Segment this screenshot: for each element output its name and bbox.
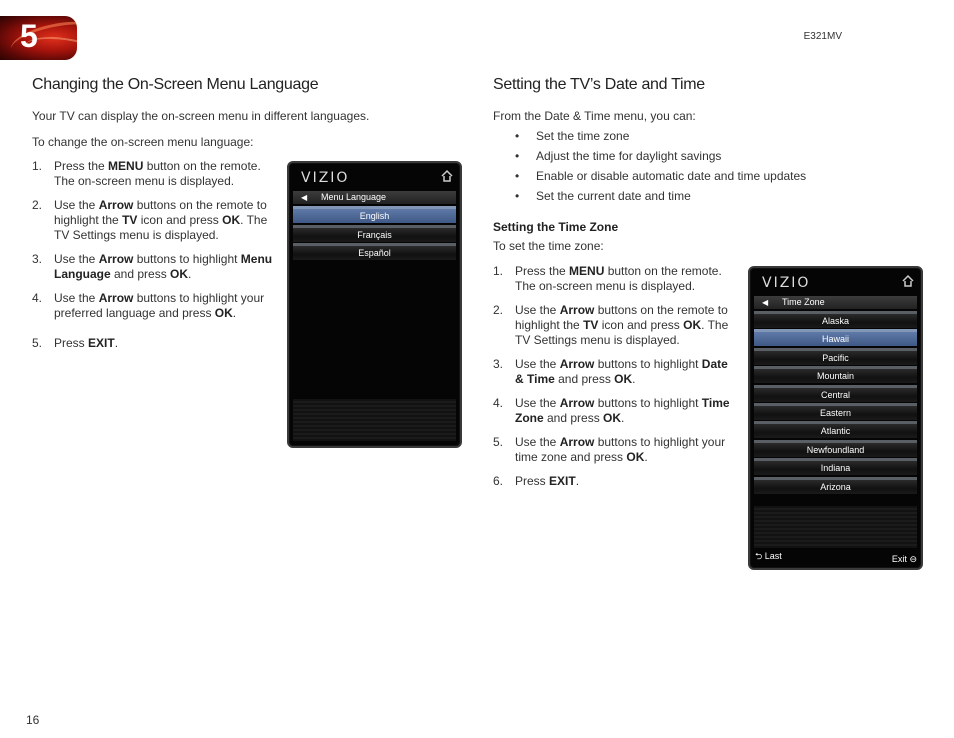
step-number: 4. [493, 396, 504, 410]
return-icon: ⮌ [755, 551, 763, 561]
chapter-number: 5 [20, 18, 38, 54]
step-number: 1. [493, 264, 504, 278]
step-text: icon and press [598, 318, 684, 332]
model-number: E321MV [803, 31, 842, 42]
right-heading: Setting the TV’s Date and Time [493, 76, 705, 93]
step-number: 1. [32, 159, 43, 173]
step-item [493, 474, 730, 489]
menu-option[interactable]: Español [293, 243, 456, 260]
step-text: Use the [515, 396, 560, 410]
step-text: Press [515, 474, 550, 488]
step-item [493, 435, 730, 465]
step-item [493, 303, 730, 348]
step-text: icon and press [137, 213, 223, 227]
step-number: 2. [493, 303, 504, 317]
footer-exit [892, 554, 917, 565]
step-item [32, 159, 274, 189]
menu-option[interactable]: Newfoundland [754, 440, 917, 457]
bullet-item [515, 129, 836, 144]
step-text: buttons to highlight [594, 396, 702, 410]
step-keyword: Arrow [559, 357, 595, 371]
bullet-dot-icon: • [515, 189, 520, 203]
step-text: . [188, 267, 192, 281]
bullet-dot-icon: • [515, 169, 520, 183]
vizio-logo: VIZIO [301, 170, 350, 186]
bullet-text: Set the time zone [536, 129, 630, 143]
exit-icon: ⊖ [909, 554, 917, 564]
step-text: . The TV Settings menu is displayed. [515, 318, 729, 347]
step-text: . [644, 450, 648, 464]
left-steps-list [32, 159, 274, 351]
bullet-text: Set the current date and time [536, 189, 691, 203]
step-text: Use the [54, 291, 99, 305]
step-item [493, 264, 730, 294]
step-keyword: Arrow [98, 252, 134, 266]
step-item [493, 357, 730, 387]
step-text: buttons on the remote to highlight the [515, 303, 728, 332]
menu-option[interactable]: Central [754, 385, 917, 402]
step-text: Use the [54, 252, 99, 266]
step-number: 5. [493, 435, 504, 449]
step-text: Use the [515, 357, 560, 371]
step-number: 3. [32, 252, 43, 266]
step-keyword: OK [222, 213, 241, 227]
step-keyword: Arrow [559, 435, 595, 449]
step-text: buttons to highlight your time zone and press [515, 435, 726, 464]
step-text: buttons on the remote to highlight the [54, 198, 267, 227]
page-number: 16 [26, 713, 40, 727]
step-text: buttons to highlight [133, 252, 241, 266]
menu-option[interactable]: Alaska [754, 311, 917, 328]
step-keyword: Arrow [98, 198, 134, 212]
step-text: Use the [515, 303, 560, 317]
menu-option[interactable]: Hawaii [754, 329, 917, 346]
menu-option[interactable]: Arizona [754, 477, 917, 494]
step-number: 2. [32, 198, 43, 212]
step-item [32, 291, 274, 321]
footer-last [755, 549, 782, 565]
bullet-item [515, 149, 836, 164]
menu-title-bar [293, 191, 456, 204]
bullet-text: Adjust the time for daylight savings [536, 149, 722, 163]
step-text: Press [54, 336, 89, 350]
menu-bottom-stripes [754, 506, 917, 548]
step-text: and press [543, 411, 604, 425]
step-item [32, 198, 274, 243]
right-subheading: Setting the Time Zone [493, 220, 619, 234]
step-item [32, 336, 274, 351]
step-keyword: Date & Time [515, 357, 728, 386]
left-heading: Changing the On-Screen Menu Language [32, 76, 319, 93]
home-icon [901, 274, 915, 288]
menu-option[interactable]: Pacific [754, 348, 917, 365]
step-keyword: Time Zone [515, 396, 730, 425]
step-number: 6. [493, 474, 504, 488]
step-text: Use the [515, 435, 560, 449]
step-keyword: EXIT [88, 336, 115, 350]
step-text: Use the [54, 198, 99, 212]
step-keyword: OK [626, 450, 645, 464]
step-keyword: Arrow [559, 303, 595, 317]
step-text: . [232, 306, 237, 320]
menu-option[interactable]: Indiana [754, 458, 917, 475]
menu-bottom-stripes [293, 399, 456, 441]
bullet-text: Enable or disable automatic date and time updates [536, 169, 807, 183]
step-item [32, 252, 274, 282]
bullet-dot-icon: • [515, 149, 520, 163]
menu-option[interactable]: Atlantic [754, 421, 917, 438]
time-zone-screen [748, 266, 923, 570]
step-number: 5. [32, 336, 43, 350]
menu-title: Time Zone [782, 297, 825, 307]
right-lead: To set the time zone: [493, 239, 604, 253]
step-text: and press [110, 267, 171, 281]
step-text: button on the remote. The on-screen menu is displayed. [54, 159, 261, 188]
left-intro: Your TV can display the on-screen menu in different languages. [32, 109, 370, 123]
step-text: . [632, 372, 636, 386]
right-steps-list [493, 264, 730, 489]
back-arrow-icon: ◀ [762, 298, 769, 307]
step-keyword: EXIT [549, 474, 576, 488]
step-text: . The TV Settings menu is displayed. [54, 213, 268, 242]
menu-option[interactable]: Mountain [754, 366, 917, 383]
step-number: 4. [32, 291, 43, 305]
step-item [493, 396, 730, 426]
menu-language-screen [287, 161, 462, 448]
step-keyword: TV [122, 213, 138, 227]
menu-option[interactable]: Eastern [754, 403, 917, 420]
menu-title-bar [754, 296, 917, 309]
chapter-badge [0, 16, 77, 60]
step-text: Press the [54, 159, 109, 173]
vizio-logo: VIZIO [762, 275, 811, 291]
back-arrow-icon: ◀ [301, 193, 308, 202]
step-number: 3. [493, 357, 504, 371]
step-keyword: MENU [569, 264, 605, 278]
bullet-item [515, 189, 836, 204]
step-keyword: TV [583, 318, 599, 332]
step-keyword: OK [603, 411, 622, 425]
step-text: . [114, 336, 119, 350]
step-text: Press the [515, 264, 570, 278]
step-keyword: OK [614, 372, 633, 386]
step-text: and press [554, 372, 615, 386]
right-intro: From the Date & Time menu, you can: [493, 109, 696, 123]
step-text: buttons to highlight your preferred language and press [54, 291, 265, 320]
bullet-item [515, 169, 836, 184]
step-keyword: Menu Language [54, 252, 273, 281]
left-lead: To change the on-screen menu language: [32, 135, 254, 149]
step-keyword: OK [683, 318, 702, 332]
step-text: button on the remote. The on-screen menu is displayed. [515, 264, 722, 293]
right-bullets-list [515, 129, 836, 209]
step-keyword: OK [214, 306, 233, 320]
step-keyword: MENU [108, 159, 144, 173]
bullet-dot-icon: • [515, 129, 520, 143]
step-text: . [621, 411, 625, 425]
footer-last-label: Last [764, 551, 782, 561]
footer-exit-label: Exit [891, 554, 907, 564]
menu-option[interactable]: Français [293, 225, 456, 242]
step-text: . [575, 474, 580, 488]
home-icon [440, 169, 454, 183]
menu-option[interactable]: English [293, 206, 456, 223]
step-text: buttons to highlight [594, 357, 702, 371]
step-keyword: Arrow [98, 291, 134, 305]
step-keyword: OK [170, 267, 189, 281]
step-keyword: Arrow [559, 396, 595, 410]
menu-title: Menu Language [321, 192, 387, 202]
